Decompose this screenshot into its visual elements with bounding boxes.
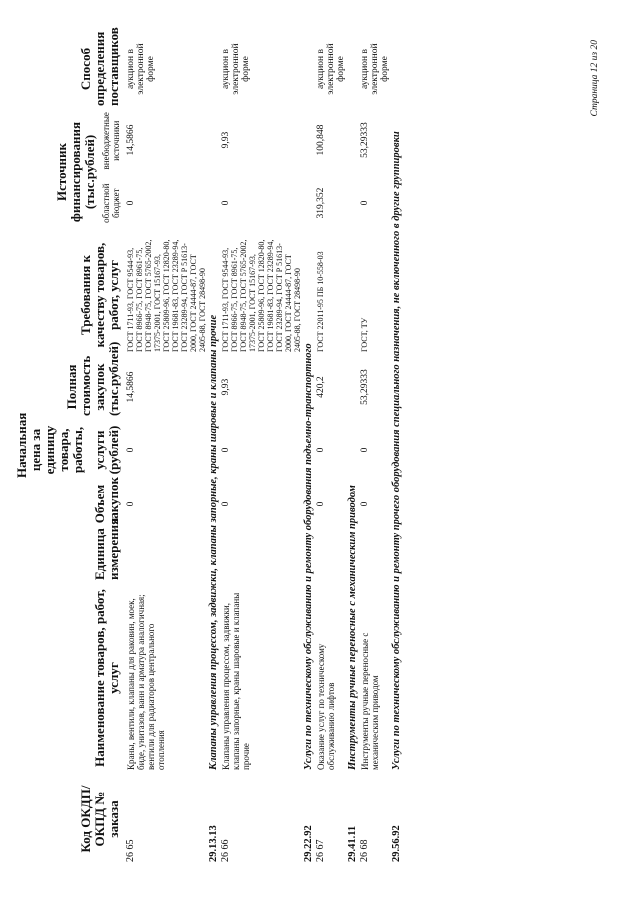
row-start-price: 0 xyxy=(360,447,370,453)
group-title: Услуги по техническому обслуживанию и ремонту прочего оборудования специального назначения, не включенного в другие группировки xyxy=(391,131,402,770)
row-start-price: 0 xyxy=(316,447,326,453)
row-name: Краны, вентили, клапаны для раковин, моек, биде, унитазов, ванн и арматура аналогичная; вентили для радиаторов центрального отопления xyxy=(126,594,166,770)
table-row xyxy=(315,29,347,865)
row-unit xyxy=(220,527,303,583)
financing-subheaders xyxy=(101,112,121,232)
group-code: 29.13.13 xyxy=(208,825,219,862)
header-financing-extra: внебюджетные источники xyxy=(101,112,121,170)
row-method: аукцион в электронной форме xyxy=(316,43,346,95)
table-body xyxy=(125,29,403,865)
group-code: 29.41.11 xyxy=(347,825,358,862)
row-fin-regional: 0 xyxy=(360,200,370,206)
group-title: Инструменты ручные переносные с механическим приводом xyxy=(347,485,358,770)
group-row xyxy=(391,29,403,865)
table-row xyxy=(125,29,208,865)
header-method: Способ определения поставщиков xyxy=(78,27,121,106)
row-unit xyxy=(315,527,347,583)
row-start-price: 0 xyxy=(126,447,136,453)
row-requirements: ГОСТ 1711-93, ГОСТ 9544-93, ГОСТ 8966-75, ГОСТ 8961-75, ГОСТ 8948-75, ГОСТ 5765-2002, 17375-2001, ГОСТ 15167-93, ГОСТ 25809-96, ГОСТ 12820-80, ГОСТ 19681-83, ГОСТ 23289-94, ГОСТ 23289-94, ГОСТ Р 51613-2000, ГОСТ 24444-87, ГОСТ 2405-88, ГОСТ 28498-90 xyxy=(221,239,302,352)
row-code: 26 65 xyxy=(125,839,136,862)
row-method: аукцион в электронной форме xyxy=(360,43,390,95)
group-title: Услуги по техническому обслуживанию и ремонту оборудования подъемно-транспортного xyxy=(303,343,314,770)
row-total: 14,5866 xyxy=(126,371,136,403)
row-volume: 0 xyxy=(360,501,370,507)
table-header-row xyxy=(14,29,125,865)
header-start-price-main: Начальная цена за единицу товара, работы, xyxy=(14,412,85,478)
row-method: аукцион в электронной форме xyxy=(221,43,251,95)
row-fin-extra: 100,848 xyxy=(316,124,326,156)
row-requirements: ГОСТ 22011-95 ПБ 10-558-03 xyxy=(316,251,325,352)
row-volume: 0 xyxy=(316,501,326,507)
page-footer: Страница 12 из 20 xyxy=(590,40,600,117)
header-start-price-sub: услуги (рублей) xyxy=(92,425,121,475)
row-code: 26 68 xyxy=(359,839,370,862)
header-name: Наименование товаров, работ, услуг xyxy=(92,589,121,767)
header-requirements: Требования к качеству товаров, работ, услуг xyxy=(78,242,121,348)
row-name: Клапаны управления процессом, задвижки, клапаны запорные, краны шаровые и клапаны прочие xyxy=(221,592,251,770)
table-row xyxy=(220,29,303,865)
table-row xyxy=(359,29,391,865)
row-fin-extra: 14,5866 xyxy=(126,124,136,156)
row-name: Оказание услуг по техническому обслуживанию лифтов xyxy=(316,643,336,770)
row-volume: 0 xyxy=(126,501,136,507)
row-name: Инструменты ручные переносные с механическим приводом xyxy=(360,632,380,770)
header-code: Код ОКДП/ ОКПД № заказа xyxy=(78,785,121,853)
row-fin-extra: 9,93 xyxy=(221,131,231,149)
group-code: 29.56.92 xyxy=(391,825,402,862)
row-start-price: 0 xyxy=(221,447,231,453)
row-total: 420,2 xyxy=(316,376,326,398)
row-total: 53,29333 xyxy=(360,369,370,405)
header-volume: Объем закупок xyxy=(92,476,121,524)
row-code: 26 66 xyxy=(220,839,231,862)
row-unit xyxy=(359,527,391,583)
row-fin-regional: 0 xyxy=(126,200,136,206)
row-code: 26 67 xyxy=(315,839,326,862)
row-unit xyxy=(125,527,208,583)
header-financing-main: Источник финансирования (тыс.рублей) xyxy=(54,121,97,223)
row-requirements: ГОСТ, ТУ xyxy=(360,317,369,352)
group-title: Клапаны управления процессом, задвижки, клапаны запорные, краны шаровые и клапаны прочие xyxy=(208,314,219,770)
row-total: 9,93 xyxy=(221,378,231,396)
group-code: 29.22.92 xyxy=(303,825,314,862)
row-fin-regional: 319,352 xyxy=(316,187,326,219)
row-volume: 0 xyxy=(221,501,231,507)
header-financing xyxy=(14,109,125,235)
header-total-cost: Полная стоимость закупок (тыс.рублей) xyxy=(64,341,121,416)
group-row xyxy=(208,29,220,865)
row-method: аукцион в электронной форме xyxy=(126,43,156,95)
header-unit: Единица измерения xyxy=(92,517,121,580)
procurement-table xyxy=(14,29,403,865)
header-financing-regional: областной бюджет xyxy=(101,183,121,223)
group-row xyxy=(347,29,359,865)
row-fin-extra: 53,29333 xyxy=(360,122,370,158)
row-fin-regional: 0 xyxy=(221,200,231,206)
header-start-price xyxy=(14,412,125,481)
group-row xyxy=(303,29,315,865)
row-requirements: ГОСТ 1711-93, ГОСТ 9544-93, ГОСТ 8966-75, ГОСТ 8961-75, ГОСТ 8948-75, ГОСТ 5765-2002, 17375-2001, ГОСТ 15167-93, ГОСТ 25809-96, ГОСТ 12820-80, ГОСТ 19681-83, ГОСТ 23289-94, ГОСТ 23289-94, ГОСТ Р 51613-2000, ГОСТ 24444-87, ГОСТ 2405-88, ГОСТ 28498-90 xyxy=(126,239,207,352)
